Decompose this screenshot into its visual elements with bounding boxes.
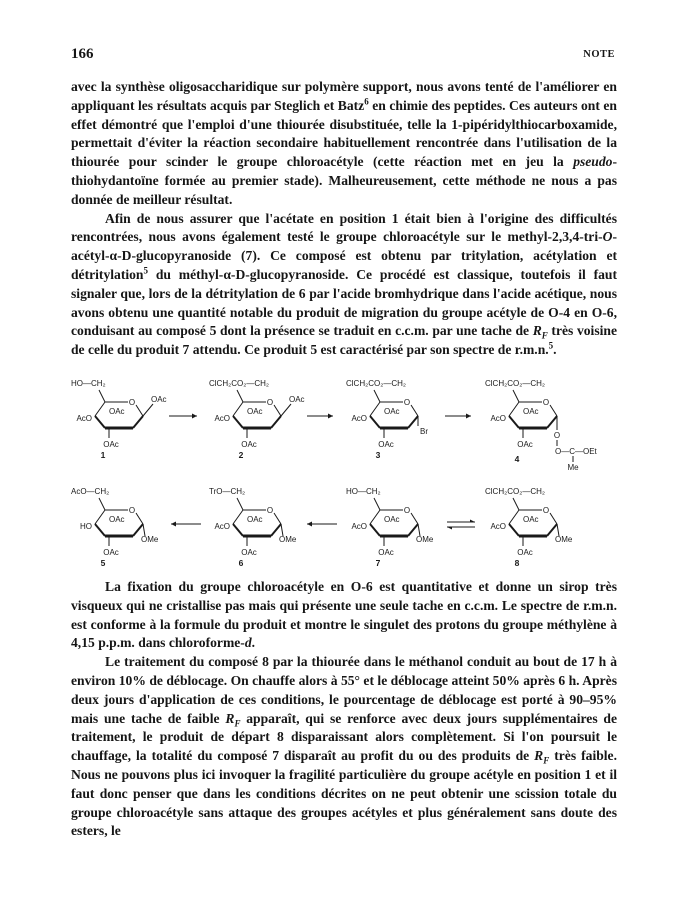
orthoester-label: O—C—OEt [555,447,597,456]
compound-7 [346,487,434,568]
arrow-1-to-2 [169,414,197,419]
c2-substituent: OAc [103,548,119,557]
c2-substituent: OAc [517,440,533,449]
c2-substituent: OAc [378,548,394,557]
c3-substituent: OAc [109,407,125,416]
c4-substituent: AcO [490,522,506,531]
ring-oxygen: O [266,506,274,515]
c2-substituent: OAc [241,440,257,449]
compound-6 [209,487,297,568]
c3-substituent: OAc [384,515,400,524]
c6-label: TrO—CH₂ [209,487,246,496]
arrow-2-to-3 [307,414,333,419]
c4-substituent: HO [80,522,92,531]
compound-number: 8 [514,558,520,568]
page-header [71,46,615,66]
c1-substituent: OMe [141,535,159,544]
c4-substituent: AcO [351,414,367,423]
compound-number: 2 [238,450,244,460]
compound-number: 6 [238,558,244,568]
c6-label: AcO—CH₂ [71,487,110,496]
ring-oxygen: O [403,398,411,407]
methyl-label: Me [567,463,579,472]
c3-substituent: OAc [523,407,539,416]
c2-substituent: OAc [241,548,257,557]
c4-substituent: AcO [490,414,506,423]
c4-substituent: AcO [214,414,230,423]
c1-substituent: OMe [555,535,573,544]
running-head: NOTE [583,49,615,60]
c1-substituent: OAc [289,395,305,404]
c3-substituent: OAc [247,407,263,416]
page-number: 166 [71,46,94,62]
ring-oxygen: O [542,398,550,407]
c6-label: HO—CH₂ [71,379,106,388]
compound-number: 1 [100,450,106,460]
compound-5 [71,487,159,568]
compound-number: 5 [100,558,106,568]
c4-substituent: AcO [76,414,92,423]
c3-substituent: OAc [247,515,263,524]
c6-label: ClCH₂CO₂—CH₂ [346,379,406,388]
compound-2 [209,379,305,460]
paragraph-2: Afin de nous assurer que l'acétate en position 1 était bien à l'origine des difficultés rencontrées, nous avons également testé le groupe chloroacétyle sur le methyl-2,3,4-tri-O-acétyl-α-D-glucopyranoside (7). Ce composé est obtenu par tritylation, acétylation et détritylation$^5$ du méthyl-α-D-glucopyranoside. Ce procédé est classique, toutefois il faut signaler que, lors de la détritylation de 6 par l'acide bromhydrique dans l'acide acétique, nous avons obtenu une quantité notable du produit de migration du groupe acétyle de O-4 en O-6, conduisant au composé 5 dont la présence se traduit en c.c.m. par une tache de $R_F$ très voisine de celle du produit 7 attendu. Ce produit 5 est caractérisé par son spectre de r.m.n.$^5$. [71,210,618,358]
c4-substituent: AcO [351,522,367,531]
compound-number: 3 [375,450,381,460]
c3-substituent: OAc [384,407,400,416]
c4-substituent: AcO [214,522,230,531]
arrow-7-to-6 [307,522,337,527]
c6-label: ClCH₂CO₂—CH₂ [209,379,269,388]
reference-6: 6 [364,96,369,107]
scheme-figure [71,372,617,568]
c3-substituent: OAc [109,515,125,524]
ring-oxygen: O [266,398,274,407]
c1-substituent: OMe [416,535,434,544]
c3-substituent: OAc [523,515,539,524]
arrow-3-to-4 [445,414,471,419]
compound-1 [71,379,167,460]
ring-oxygen: O [128,506,136,515]
c6-label: HO—CH₂ [346,487,381,496]
anomeric-oxygen: O [553,431,561,440]
c6-label: ClCH₂CO₂—CH₂ [485,487,545,496]
paragraph-3: La fixation du groupe chloroacétyle en O-6 est quantitative et donne un sirop très visqueux qui ne cristallise pas mais qui présente une seule tache en c.c.m. Le spectre de r.m.n. est conforme à la formule du produit et montre le singulet des protons du groupe méthylène à 4,15 p.p.m. dans chloroforme-d. [71,579,617,651]
compound-number: 4 [514,454,520,464]
compound-3 [346,379,428,460]
c2-substituent: OAc [378,440,394,449]
c1-substituent: OMe [279,535,297,544]
c1-substituent: OAc [151,395,167,404]
compound-4 [485,379,598,472]
ring-oxygen: O [128,398,136,407]
reaction-scheme [71,372,617,568]
equilibrium-arrows-7-8 [447,520,475,530]
compound-number: 7 [375,558,381,568]
body-text-top [71,78,617,360]
paragraph-1: avec la synthèse oligosaccharidique sur polymère support, nous avons tenté de l'améliorer en appliquant les résultats acquis par Steglich et Batz$^6$ en chimie des peptides. Ces auteurs ont en effet démontré que l'emploi d'une thiourée disubstituée, telle la 1-pipéridylthiocarboxamide, permettait d'éviter la réaction secondaire habituellement rencontrée dans l'utilisation de la thiourée pour scinder le groupe chloroacétyle (cette réaction met en jeu la pseudo-thiohydantoïne formée au premier stade). Malheureusement, cette méthode ne nous a pas donnée de meilleur résultat. [71,79,617,207]
ring-oxygen: O [542,506,550,515]
paragraph-4: Le traitement du composé 8 par la thiourée dans le méthanol conduit au bout de 17 h à environ 10% de déblocage. On chauffe alors à 55° et le déblocage atteint 50% après 6 h. Après deux jours d'application de ces conditions, le pourcentage de déblocage est porté à 90–95% mais une tache de faible $R_F$ apparaît, qui se renforce avec deux jours supplémentaires de traitement, le produit de départ 8 disparaissant alors complètement. Si l'on poursuit le chauffage, la totalité du composé 7 disparaît au profit du ou des produits de $R_F$ très faible. Nous ne pouvons plus ici invoquer la fragilité particulière du groupe acétyle en position 1 et il faut donc penser que dans les conditions décrites on ne peut obtenir une scission totale du groupe chloroacétyle sans attaque des groupes acétyles et plus généralement sans doute des esters, le [71,654,617,839]
c2-substituent: OAc [517,548,533,557]
ring-oxygen: O [403,506,411,515]
c6-label: ClCH₂CO₂—CH₂ [485,379,545,388]
c2-substituent: OAc [103,440,119,449]
compound-8 [485,487,573,568]
body-text-bottom [71,578,617,841]
c1-substituent: Br [420,427,428,436]
arrow-6-to-5 [171,522,201,527]
